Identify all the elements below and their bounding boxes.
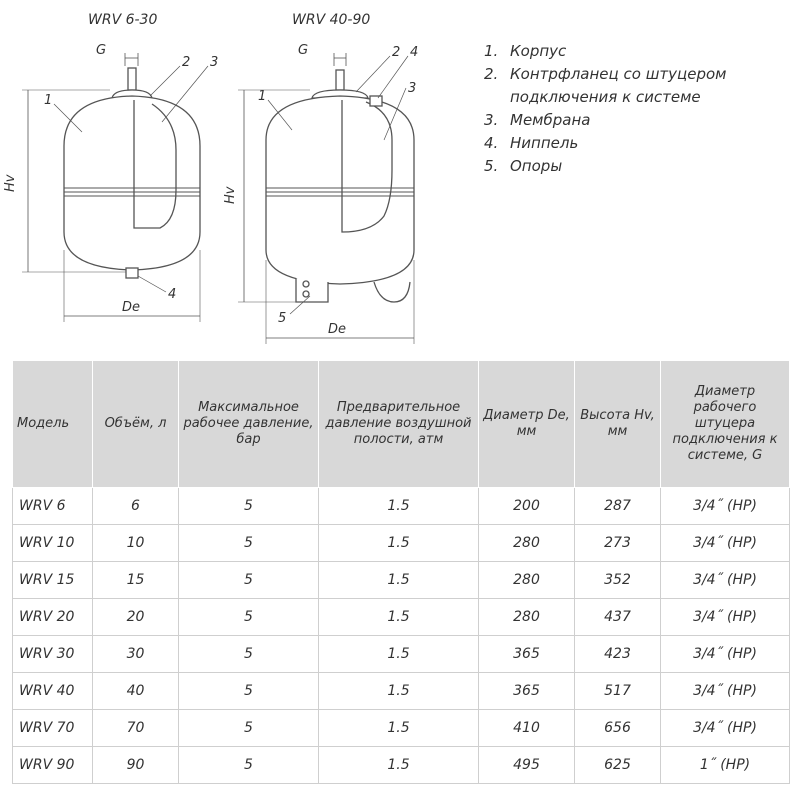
cell-volume: 70 <box>93 710 179 747</box>
cell-connection: 3/4˝ (НР) <box>661 488 790 525</box>
large-callout-4: 4 <box>410 45 419 60</box>
legend-number <box>484 86 510 109</box>
large-de-label: De <box>328 322 347 337</box>
cell-max-pressure: 5 <box>179 636 319 673</box>
cell-connection: 1˝ (НР) <box>661 747 790 784</box>
cell-max-pressure: 5 <box>179 562 319 599</box>
cell-max-pressure: 5 <box>179 747 319 784</box>
cell-connection: 3/4˝ (НР) <box>661 562 790 599</box>
cell-precharge: 1.5 <box>319 562 479 599</box>
table-row <box>13 562 790 599</box>
cell-precharge: 1.5 <box>319 599 479 636</box>
cell-precharge: 1.5 <box>319 747 479 784</box>
cell-connection: 3/4˝ (НР) <box>661 710 790 747</box>
legend-text: Опоры <box>510 157 563 175</box>
cell-height: 273 <box>575 525 661 562</box>
legend-number: 3. <box>484 111 499 129</box>
small-g-label: G <box>96 43 107 58</box>
cell-diameter: 365 <box>479 636 575 673</box>
large-callout-3: 3 <box>408 81 417 96</box>
legend-number: 2. <box>484 65 499 83</box>
cell-height: 437 <box>575 599 661 636</box>
header-height: Высота Hv, мм <box>575 361 661 488</box>
cell-max-pressure: 5 <box>179 710 319 747</box>
cell-model: WRV 90 <box>13 747 93 784</box>
cell-precharge: 1.5 <box>319 525 479 562</box>
cell-volume: 10 <box>93 525 179 562</box>
table-row <box>13 488 790 525</box>
header-max-pressure: Максимальное рабочее давление, бар <box>179 361 319 488</box>
cell-precharge: 1.5 <box>319 710 479 747</box>
header-model: Модель <box>13 361 93 488</box>
large-tank-title: WRV 40-90 <box>292 12 371 28</box>
spec-table-container <box>12 360 789 784</box>
table-row <box>13 636 790 673</box>
table-row <box>13 525 790 562</box>
header-volume: Объём, л <box>93 361 179 488</box>
cell-connection: 3/4˝ (НР) <box>661 673 790 710</box>
large-callout-5: 5 <box>278 311 287 326</box>
header-precharge-pressure: Предварительное давление воздушной полости, атм <box>319 361 479 488</box>
table-row <box>13 599 790 636</box>
cell-model: WRV 20 <box>13 599 93 636</box>
cell-model: WRV 15 <box>13 562 93 599</box>
cell-precharge: 1.5 <box>319 636 479 673</box>
cell-diameter: 410 <box>479 710 575 747</box>
cell-volume: 6 <box>93 488 179 525</box>
cell-diameter: 280 <box>479 562 575 599</box>
table-header-row <box>13 361 790 488</box>
table-row <box>13 747 790 784</box>
cell-max-pressure: 5 <box>179 525 319 562</box>
cell-model: WRV 30 <box>13 636 93 673</box>
legend-text: подключения к системе <box>510 88 701 106</box>
cell-height: 287 <box>575 488 661 525</box>
small-tank-drawing <box>3 12 218 322</box>
tank-drawings <box>0 0 470 350</box>
cell-max-pressure: 5 <box>179 488 319 525</box>
small-callout-3: 3 <box>210 55 219 70</box>
tank-diagrams <box>0 0 470 350</box>
cell-model: WRV 70 <box>13 710 93 747</box>
cell-connection: 3/4˝ (НР) <box>661 525 790 562</box>
cell-volume: 20 <box>93 599 179 636</box>
legend-text: Контрфланец со штуцером <box>510 65 727 83</box>
cell-model: WRV 10 <box>13 525 93 562</box>
legend-item <box>484 63 794 86</box>
header-diameter: Диаметр De, мм <box>479 361 575 488</box>
small-callout-4: 4 <box>168 287 177 302</box>
header-connection: Диаметр рабочего штуцера подключения к системе, G <box>661 361 790 488</box>
large-callout-2: 2 <box>392 45 401 60</box>
cell-max-pressure: 5 <box>179 673 319 710</box>
cell-diameter: 280 <box>479 599 575 636</box>
small-hv-label: Hv <box>3 174 18 192</box>
cell-volume: 40 <box>93 673 179 710</box>
cell-height: 625 <box>575 747 661 784</box>
cell-height: 517 <box>575 673 661 710</box>
cell-diameter: 365 <box>479 673 575 710</box>
cell-height: 423 <box>575 636 661 673</box>
cell-model: WRV 40 <box>13 673 93 710</box>
legend-text: Корпус <box>510 42 567 60</box>
cell-volume: 15 <box>93 562 179 599</box>
cell-height: 352 <box>575 562 661 599</box>
cell-connection: 3/4˝ (НР) <box>661 636 790 673</box>
cell-diameter: 495 <box>479 747 575 784</box>
small-callout-1: 1 <box>44 93 53 108</box>
spec-table <box>12 360 790 784</box>
large-g-label: G <box>298 43 309 58</box>
legend-item <box>484 86 794 109</box>
cell-precharge: 1.5 <box>319 673 479 710</box>
cell-diameter: 200 <box>479 488 575 525</box>
table-row <box>13 710 790 747</box>
cell-connection: 3/4˝ (НР) <box>661 599 790 636</box>
small-de-label: De <box>122 300 141 315</box>
legend-number: 4. <box>484 134 499 152</box>
legend-number: 5. <box>484 157 499 175</box>
large-callout-1: 1 <box>258 89 267 104</box>
small-tank-title: WRV 6-30 <box>88 12 158 28</box>
cell-model: WRV 6 <box>13 488 93 525</box>
legend-text: Ниппель <box>510 134 579 152</box>
cell-max-pressure: 5 <box>179 599 319 636</box>
large-tank-drawing <box>223 12 418 344</box>
cell-volume: 30 <box>93 636 179 673</box>
legend-text: Мембрана <box>510 111 591 129</box>
cell-volume: 90 <box>93 747 179 784</box>
cell-precharge: 1.5 <box>319 488 479 525</box>
parts-legend <box>484 40 794 178</box>
legend-item <box>484 155 794 178</box>
small-callout-2: 2 <box>182 55 191 70</box>
legend-number: 1. <box>484 42 499 60</box>
legend-item <box>484 40 794 63</box>
large-hv-label: Hv <box>223 186 238 204</box>
cell-height: 656 <box>575 710 661 747</box>
table-row <box>13 673 790 710</box>
cell-diameter: 280 <box>479 525 575 562</box>
legend-item <box>484 109 794 132</box>
legend-item <box>484 132 794 155</box>
